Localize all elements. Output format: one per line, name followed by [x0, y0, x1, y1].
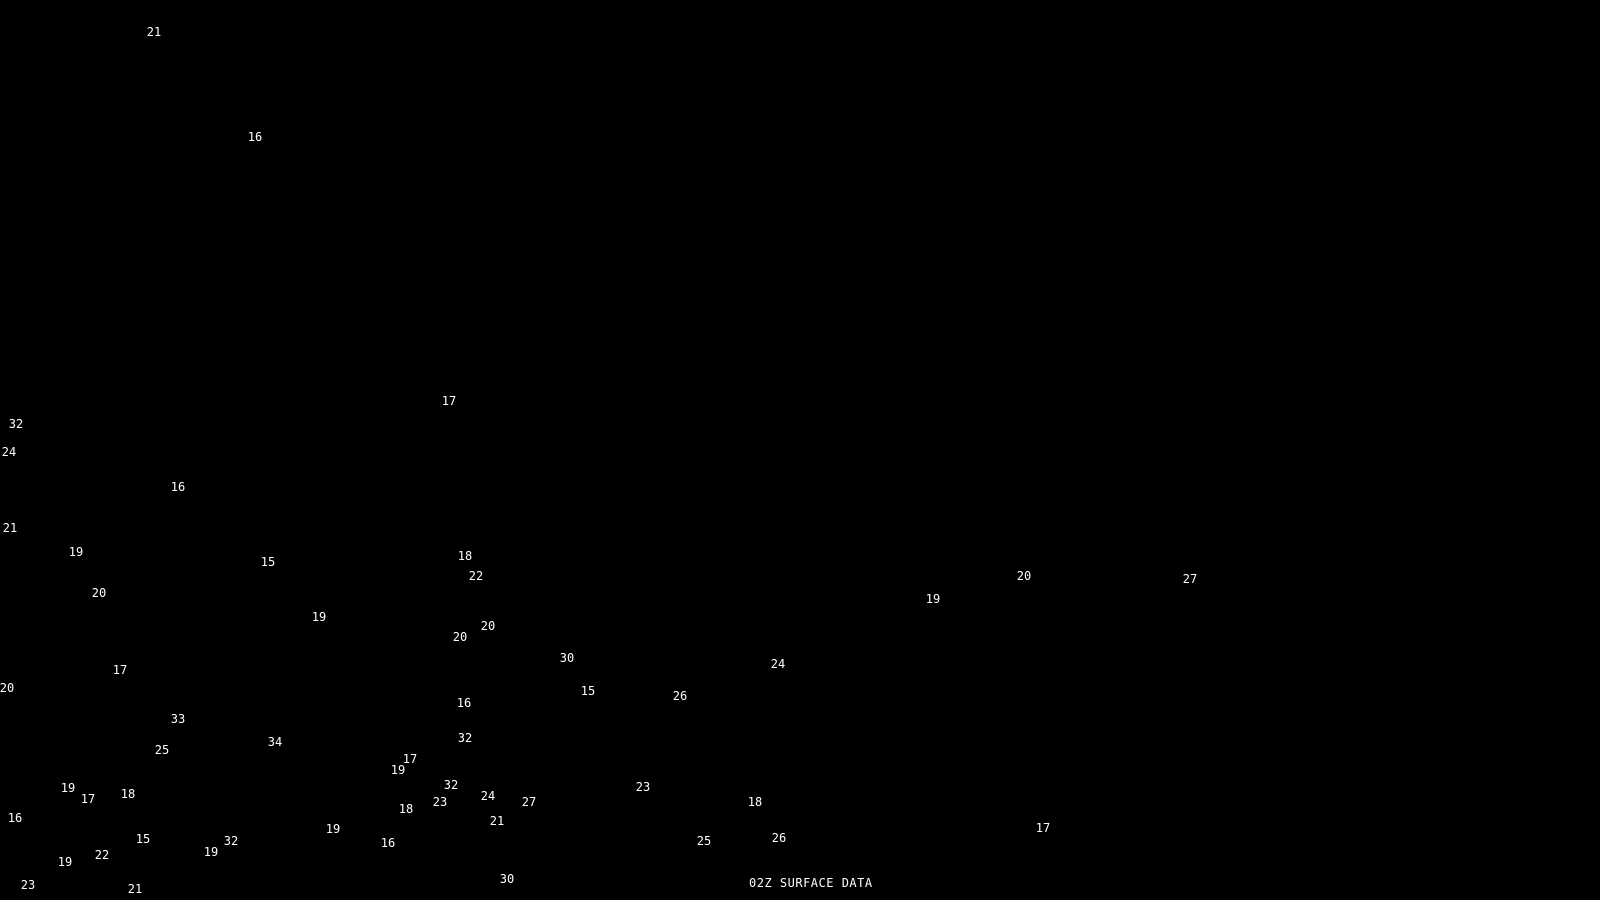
station-value: 22 — [94, 848, 110, 862]
station-value: 26 — [672, 689, 688, 703]
station-value: 17 — [441, 394, 457, 408]
station-value: 19 — [68, 545, 84, 559]
station-value: 19 — [311, 610, 327, 624]
station-value: 19 — [925, 592, 941, 606]
station-value: 18 — [120, 787, 136, 801]
station-value: 15 — [260, 555, 276, 569]
station-value: 25 — [154, 743, 170, 757]
station-value: 19 — [57, 855, 73, 869]
station-value: 21 — [146, 25, 162, 39]
station-value: 20 — [1016, 569, 1032, 583]
station-value: 19 — [390, 763, 406, 777]
station-value: 33 — [170, 712, 186, 726]
station-value: 20 — [0, 681, 15, 695]
station-value: 16 — [247, 130, 263, 144]
station-value: 18 — [398, 802, 414, 816]
station-value: 24 — [480, 789, 496, 803]
station-value: 20 — [452, 630, 468, 644]
station-value: 15 — [580, 684, 596, 698]
station-value: 24 — [1, 445, 17, 459]
station-value: 32 — [443, 778, 459, 792]
station-value: 23 — [635, 780, 651, 794]
station-value: 17 — [1035, 821, 1051, 835]
station-value: 19 — [203, 845, 219, 859]
station-value: 22 — [468, 569, 484, 583]
station-value: 21 — [2, 521, 18, 535]
station-value: 34 — [267, 735, 283, 749]
station-value: 32 — [8, 417, 24, 431]
station-value: 20 — [91, 586, 107, 600]
station-value: 16 — [7, 811, 23, 825]
station-value: 30 — [499, 872, 515, 886]
station-value: 19 — [60, 781, 76, 795]
station-value: 27 — [1182, 572, 1198, 586]
station-value: 21 — [127, 882, 143, 896]
station-value: 17 — [80, 792, 96, 806]
station-value: 16 — [456, 696, 472, 710]
station-value: 16 — [380, 836, 396, 850]
station-value: 32 — [223, 834, 239, 848]
station-value: 21 — [489, 814, 505, 828]
station-value: 15 — [135, 832, 151, 846]
station-value: 23 — [20, 878, 36, 892]
station-value: 18 — [747, 795, 763, 809]
station-value: 17 — [402, 752, 418, 766]
station-value: 24 — [770, 657, 786, 671]
station-value: 25 — [696, 834, 712, 848]
map-annotation-label: 02Z SURFACE DATA — [749, 876, 873, 890]
station-value: 16 — [170, 480, 186, 494]
station-value: 23 — [432, 795, 448, 809]
station-value: 18 — [457, 549, 473, 563]
station-value: 32 — [457, 731, 473, 745]
station-value: 20 — [480, 619, 496, 633]
station-value: 30 — [559, 651, 575, 665]
station-value: 19 — [325, 822, 341, 836]
station-value: 27 — [521, 795, 537, 809]
station-value: 17 — [112, 663, 128, 677]
station-value: 26 — [771, 831, 787, 845]
